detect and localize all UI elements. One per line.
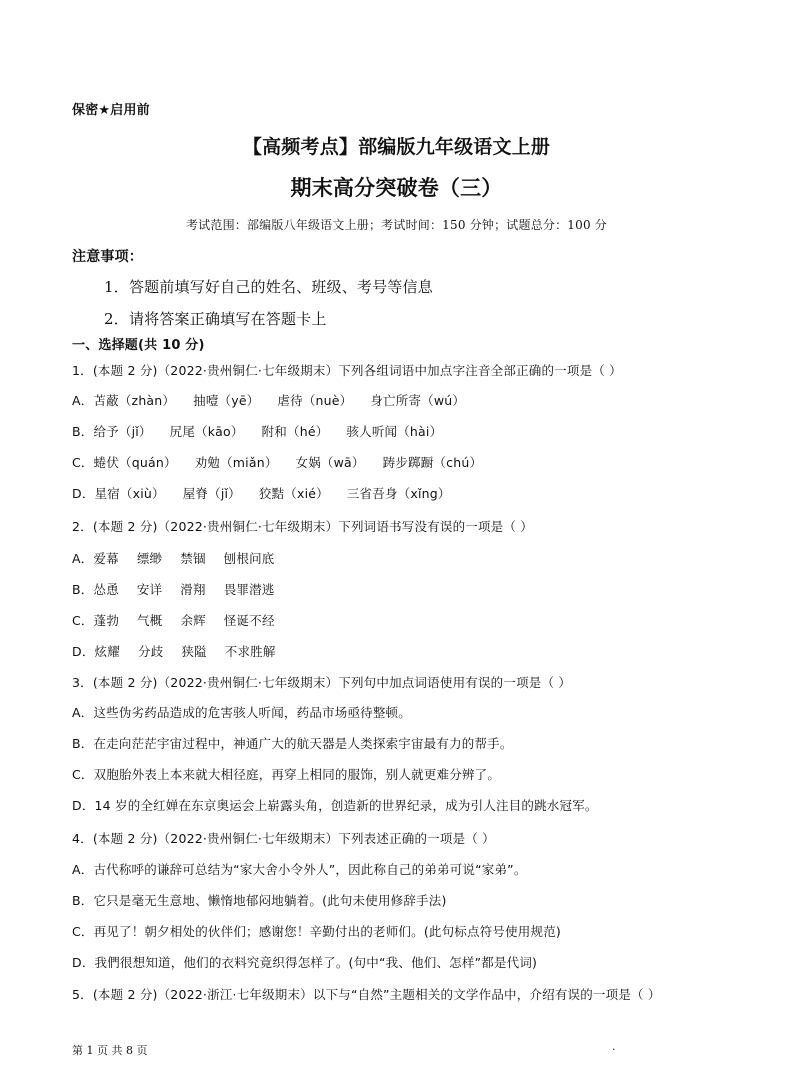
option-word: 狡黠（xié） xyxy=(258,486,329,501)
option-word: 蓬勃 xyxy=(93,613,120,628)
question-stem: 2．(本题 2 分)（2022·贵州铜仁·七年级期末）下列词语书写没有误的一项是（ ） xyxy=(72,519,533,534)
option-word: 怪诞不经 xyxy=(223,613,275,628)
exam-meta: 考试范围：部编版八年级语文上册；考试时间：150 分钟；试题总分：100 分 xyxy=(185,218,608,232)
option-word: 不求胜解 xyxy=(224,644,276,659)
option-row: B．在走向茫茫宇宙过程中，神通广大的航天器是人类探索宇宙最有力的帮手。 xyxy=(72,736,513,751)
option-word: 狭隘 xyxy=(181,644,207,659)
option-word: 气概 xyxy=(137,613,163,628)
option-letter: C． xyxy=(72,613,94,628)
option-word: 骇人听闻（hài） xyxy=(346,424,443,439)
option-word: 苫蔽（zhàn） xyxy=(93,393,176,408)
footer-dot: . xyxy=(612,1040,616,1053)
option-word: 刨根问底 xyxy=(223,551,275,566)
option-word: 三省吾身（xǐng） xyxy=(346,486,451,501)
option-row xyxy=(72,550,274,568)
notice-item: 2．请将答案正确填写在答题卡上 xyxy=(104,310,327,328)
option-word: 踌步踯蹰（chú） xyxy=(382,455,483,470)
option-row xyxy=(72,392,465,410)
option-word: 滑翔 xyxy=(180,582,206,597)
option-word: 给予（jǐ） xyxy=(93,424,152,439)
option-row: B．它只是毫无生意地、懒惰地郁闷地躺着。(此句未使用修辞手法) xyxy=(72,893,447,908)
option-letter: B． xyxy=(72,582,94,597)
option-word: 炫耀 xyxy=(94,644,120,659)
option-row xyxy=(72,612,275,630)
option-letter: A． xyxy=(72,551,94,566)
option-row xyxy=(72,485,451,503)
notice-item: 1．答题前填写好自己的姓名、班级、考号等信息 xyxy=(104,278,433,296)
option-word: 分歧 xyxy=(137,644,164,659)
option-letter: D． xyxy=(72,644,95,659)
option-word: 身亡所寄（wú） xyxy=(370,393,466,408)
option-word: 屋脊（jǐ） xyxy=(182,486,241,501)
option-letter: D． xyxy=(72,486,95,501)
option-word: 缥缈 xyxy=(136,551,163,566)
option-row: D．14 岁的全红婵在东京奥运会上崭露头角，创造新的世界纪录，成为引人注目的跳水冠军。 xyxy=(72,798,598,813)
option-row: D．我們很想知道，他们的衣料究竟织得怎样了。(句中“我、他们、怎样”都是代词) xyxy=(72,955,538,970)
option-word: 尻尾（kāo） xyxy=(169,424,244,439)
exam-title: 【高频考点】部编版九年级语文上册 xyxy=(242,136,551,158)
question-stem: 5．(本题 2 分)（2022·浙江·七年级期末）以下与“自然”主题相关的文学作品中，介绍有误的一项是（ ） xyxy=(72,987,661,1002)
option-row: C．再见了！朝夕相处的伙伴们；感谢您！辛勤付出的老师们。(此句标点符号使用规范) xyxy=(72,924,561,939)
option-row xyxy=(72,454,482,472)
option-word: 怂恿 xyxy=(93,582,119,597)
option-word: 劝勉（miǎn） xyxy=(194,455,278,470)
confidential-label: 保密★启用前 xyxy=(72,103,150,118)
option-letter: A． xyxy=(72,393,94,408)
option-word: 星宿（xiù） xyxy=(94,486,165,501)
option-word: 安详 xyxy=(136,582,163,597)
question-stem: 1．(本题 2 分)（2022·贵州铜仁·七年级期末）下列各组词语中加点字注音全部正确的一项是（ ） xyxy=(72,363,622,378)
option-row: A．这些伪劣药品造成的危害骇人听闻，药品市场亟待整顿。 xyxy=(72,705,411,720)
option-word: 抽噎（yē） xyxy=(193,393,260,408)
option-word: 女娲（wā） xyxy=(295,455,365,470)
option-row xyxy=(72,423,442,441)
question-stem: 3．(本题 2 分)（2022·贵州铜仁·七年级期末）下列句中加点词语使用有误的一项是（ ） xyxy=(72,675,572,690)
option-word: 附和（hé） xyxy=(261,424,329,439)
option-row xyxy=(72,581,275,599)
section-heading: 一、选择题(共 10 分) xyxy=(72,338,205,353)
option-word: 虐待（nuè） xyxy=(277,393,353,408)
option-word: 余辉 xyxy=(180,613,206,628)
option-word: 爱幕 xyxy=(93,551,119,566)
page-number: 第 1 页 共 8 页 xyxy=(72,1044,148,1057)
option-row: C．双胞胎外表上本来就大相径庭，再穿上相同的服饰，别人就更难分辨了。 xyxy=(72,767,501,782)
exam-subtitle: 期末高分突破卷（三） xyxy=(290,176,503,200)
question-stem: 4．(本题 2 分)（2022·贵州铜仁·七年级期末）下列表述正确的一项是（ ） xyxy=(72,831,495,846)
option-row xyxy=(72,643,276,661)
notice-heading: 注意事项： xyxy=(72,249,143,265)
option-word: 禁锢 xyxy=(180,551,206,566)
option-letter: B． xyxy=(72,424,94,439)
option-row: A．古代称呼的谦辞可总结为“家大舍小令外人”，因此称自己的弟弟可说“家弟”。 xyxy=(72,862,527,877)
option-letter: C． xyxy=(72,455,94,470)
option-word: 蜷伏（quán） xyxy=(93,455,177,470)
option-word: 畏罪潜逃 xyxy=(223,582,275,597)
